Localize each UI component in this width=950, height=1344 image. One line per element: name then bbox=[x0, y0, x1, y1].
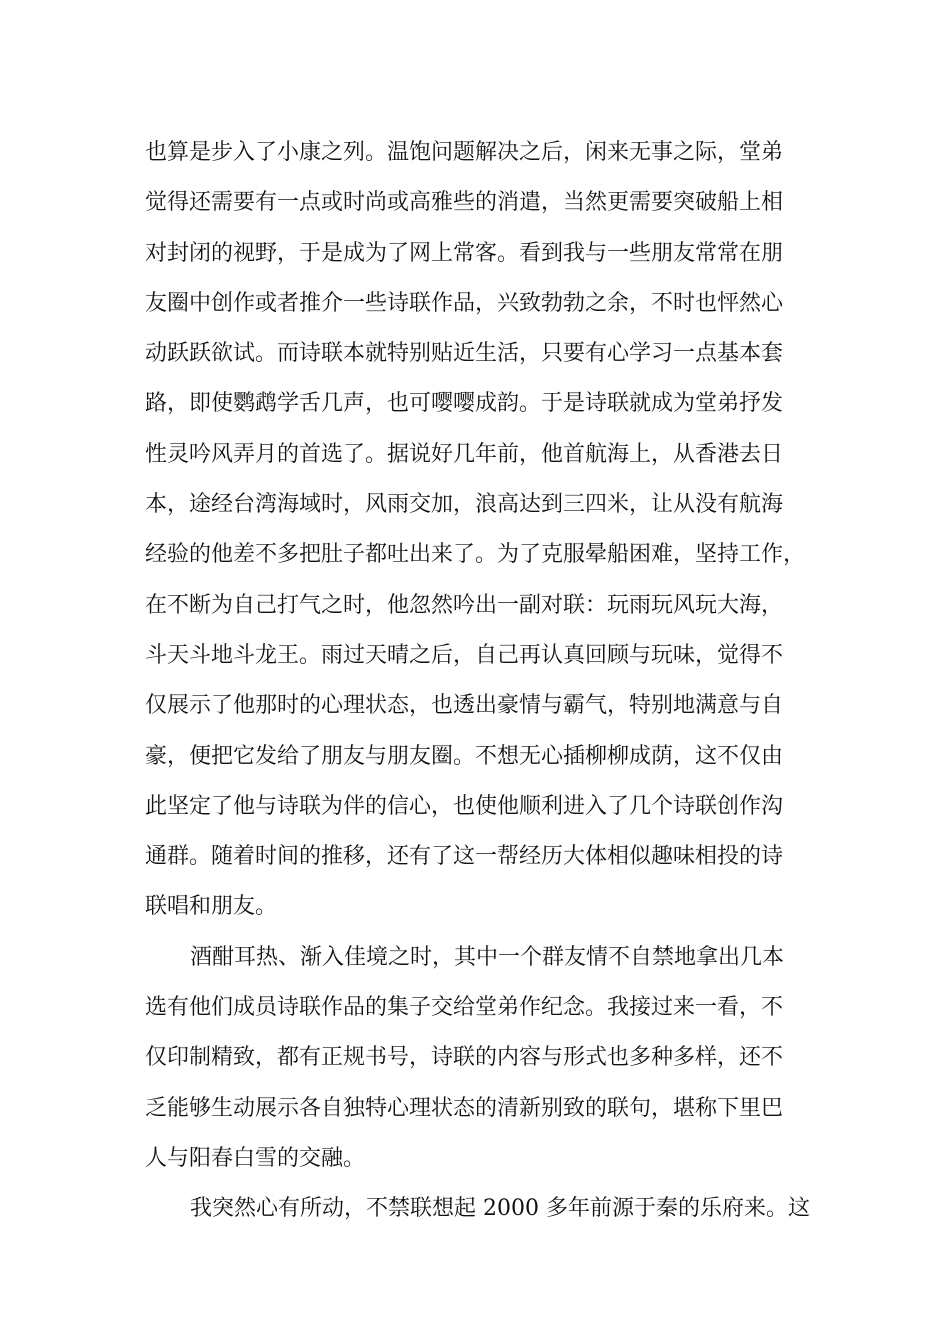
text-line: 人与阳春白雪的交融。 bbox=[145, 1145, 366, 1171]
text-line: 也算是步入了小康之列。温饱问题解决之后，闲来无事之际，堂弟 bbox=[145, 140, 784, 165]
text-line: 经验的他差不多把肚子都吐出来了。为了克服晕船困难，坚持工作， bbox=[145, 542, 806, 568]
text-line: 性灵吟风弄月的首选了。据说好几年前，他首航海上，从香港去日 bbox=[145, 441, 784, 467]
text-line: 本，途经台湾海域时，风雨交加，浪高达到三四米，让从没有航海 bbox=[145, 492, 784, 518]
text-line: 此坚定了他与诗联为伴的信心，也使他顺利进入了几个诗联创作沟 bbox=[145, 793, 784, 819]
text-line: 仅展示了他那时的心理状态，也透出豪情与霸气，特别地满意与自 bbox=[145, 693, 784, 719]
paragraph bbox=[145, 128, 825, 933]
paragraph bbox=[145, 1184, 825, 1234]
text-line: 酒酣耳热、渐入佳境之时，其中一个群友情不自禁地拿出几本 bbox=[190, 944, 785, 970]
text-line: 对封闭的视野，于是成为了网上常客。看到我与一些朋友常常在朋 bbox=[145, 240, 784, 266]
text-line: 选有他们成员诗联作品的集子交给堂弟作纪念。我接过来一看，不 bbox=[145, 995, 784, 1021]
text-line: 斗天斗地斗龙王。雨过天晴之后，自己再认真回顾与玩味，觉得不 bbox=[145, 642, 784, 668]
text-line: 路，即使鹦鹉学舌几声，也可嘤嘤成韵。于是诗联就成为堂弟抒发 bbox=[145, 391, 784, 417]
document-body bbox=[145, 128, 825, 1235]
text-line: 我突然心有所动，不禁联想起 2000 多年前源于秦的乐府来。这 bbox=[190, 1196, 810, 1222]
text-line: 乏能够生动展示各自独特心理状态的清新别致的联句，堪称下里巴 bbox=[145, 1095, 784, 1121]
text-line: 豪，便把它发给了朋友与朋友圈。不想无心插柳柳成荫，这不仅由 bbox=[145, 743, 784, 769]
text-line: 友圈中创作或者推介一些诗联作品，兴致勃勃之余，不时也怦然心 bbox=[145, 290, 784, 316]
text-line: 动跃跃欲试。而诗联本就特别贴近生活，只要有心学习一点基本套 bbox=[145, 341, 784, 367]
text-line: 觉得还需要有一点或时尚或高雅些的消遣，当然更需要突破船上相 bbox=[145, 190, 784, 216]
text-line: 仅印制精致，都有正规书号，诗联的内容与形式也多种多样，还不 bbox=[145, 1045, 784, 1071]
text-line: 联唱和朋友。 bbox=[145, 894, 278, 920]
text-line: 通群。随着时间的推移，还有了这一帮经历大体相似趣味相投的诗 bbox=[145, 844, 784, 870]
paragraph bbox=[145, 933, 825, 1184]
text-line: 在不断为自己打气之时，他忽然吟出一副对联：玩雨玩风玩大海， bbox=[145, 592, 784, 618]
